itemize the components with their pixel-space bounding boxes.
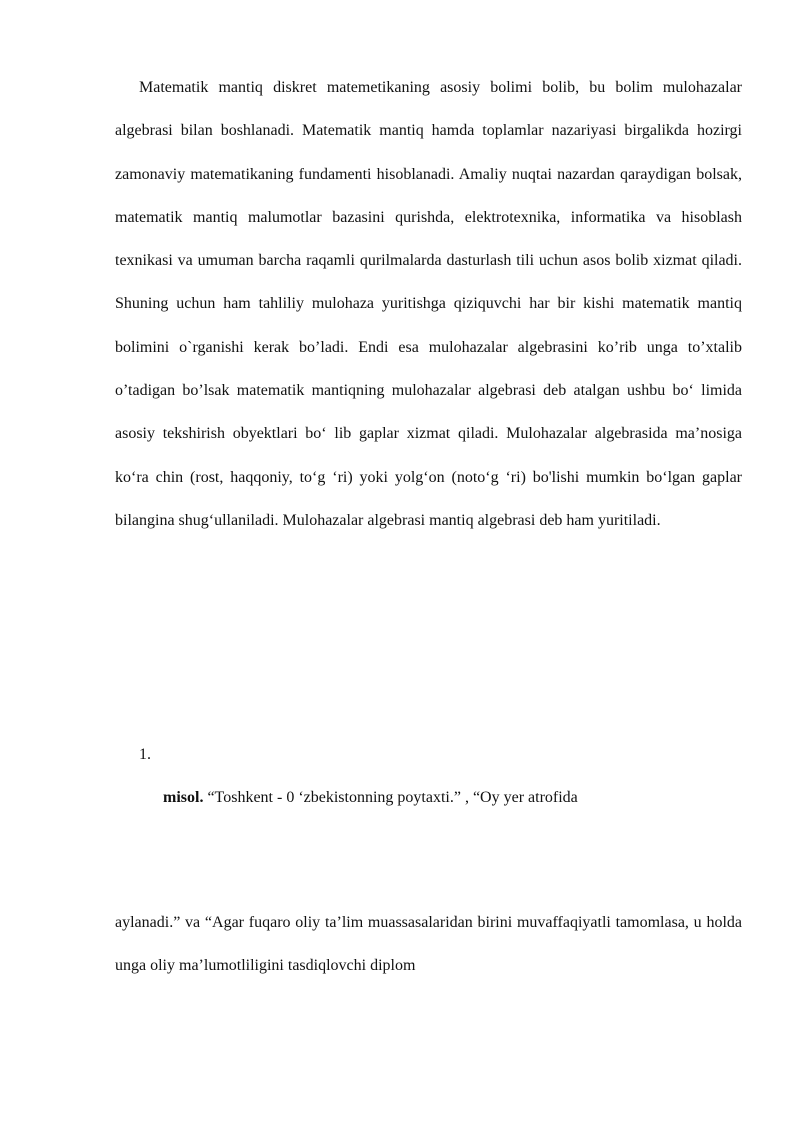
example-label: misol. — [163, 789, 204, 806]
continuation-paragraph: aylanadi.” va “Agar fuqaro oliy ta’lim muassasalaridan birini muvaffaqiyatli tamomlasa, u holda unga oliy ma’lumotliligini tasdiqlovchi diplom — [115, 914, 742, 975]
list-number: 1. — [139, 746, 151, 763]
example-line — [163, 786, 578, 810]
example-text: “Toshkent - 0 ‘zbekistonning poytaxti.” , “Oy yer atrofida — [203, 789, 578, 806]
intro-paragraph: Matematik mantiq diskret matemetikaning asosiy bolimi bolib, bu bolim mulohazalar algebrasi bilan boshlanadi. Matematik mantiq hamda toplamlar nazariyasi birgalikda hozirgi zamonaviy matematikaning fundamenti hisoblanadi. Amaliy nuqtai nazardan qaraydigan bolsak, matematik mantiq malumotlar bazasini qurishda, elektrotexnika, informatika va hisoblash texnikasi va umuman barcha raqamli qurilmalarda dasturlash tili uchun asos bolib xizmat qiladi. Shuning uchun ham tahliliy mulohaza yuritishga qiziquvchi har bir kishi matematik mantiq bolimini o`rganishi kerak bo’ladi. Endi esa mulohazalar algebrasini ko’rib unga to’xtalib o’tadigan bo’lsak matematik mantiqning mulohazalar algebrasi deb atalgan ushbu bo‘ limida asosiy tekshirish obyektlari bo‘ lib gaplar xizmat qiladi. Mulohazalar algebrasida ma’nosiga ko‘ra chin (rost, haqqoniy, to‘g ‘ri) yoki yolg‘on (noto‘g ‘ri) bo'lishi mumkin bo‘lgan gaplar bilangina shug‘ullaniladi. Mulohazalar algebrasi mantiq algebrasi deb ham yuritiladi. — [115, 79, 742, 529]
